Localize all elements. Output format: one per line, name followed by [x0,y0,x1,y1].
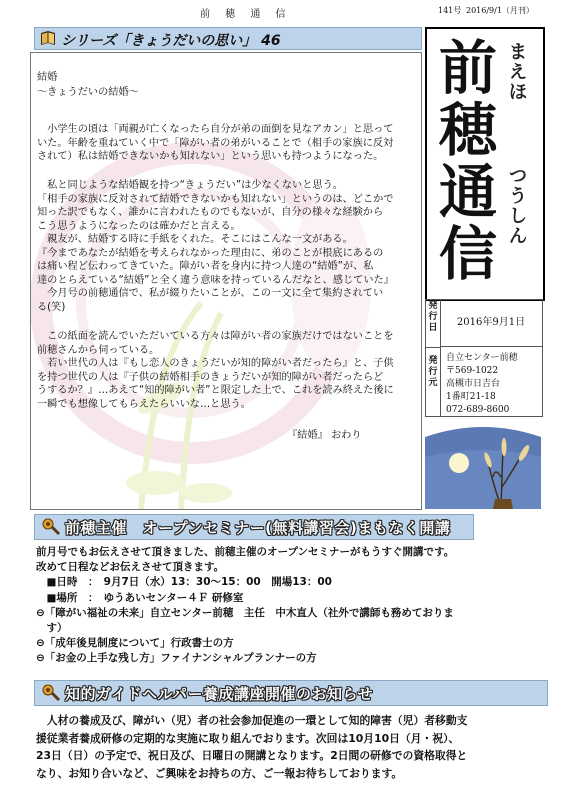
reading-char: ほ [509,82,527,103]
masthead-reading [509,43,535,247]
guide-line: なり、お知り合いなど、ご興味をお持ちの方、ご一報お待ちしております。 [36,766,403,780]
date-label: 発行日 [426,300,441,348]
article-box [30,52,422,510]
paragraph-line: 私と同じような結婚観を持つ“きょうだい”は少なくないと思う。 [37,180,343,191]
paragraph-line: いた。年齢を重ねていく中で「障がい者の弟がいることで（相手の家族に反対 [37,137,394,149]
paragraph-line: 『今まであなたが結婚を考えられなかった理由に、弟のことが根底にあるの [37,247,384,259]
paragraph-line: 小学生の頃は「両親が亡くなったら自分が弟の面倒を見なアカン」と思って [37,124,394,135]
paragraph-line: を持つ世代の人は『子供の結婚相手のきょうだいが知的障がい者だったらど [37,371,384,383]
guide-line: 人材の養成及び、障がい（児）者の社会参加促進の一環として知的障害（児）者移動支 [36,714,468,727]
paragraph-line: 前穂さんから伺っている。 [37,344,160,356]
paragraph-line: こう思うようになったのは確かだと言える。 [37,220,241,232]
seminar-line: ⊖「障がい福祉の未来」自立センター前穂 主任 中木直人（社外で講師も務めておりま [36,606,454,619]
guide-title: 知的ガイドヘルパー養成講座開催のお知らせ [65,685,374,703]
reading-char: ま [509,42,527,63]
masthead-char: 穂 [439,96,498,164]
reading-char: ん [509,226,527,247]
issue-number: 141号 [438,6,462,15]
publication-info [425,299,543,417]
seminar-body [36,545,546,667]
address-line: 高槻市日吉台 [446,379,501,389]
series-title: シリーズ「きょうだいの思い」 46 [61,33,281,49]
reading-char: う [509,186,527,207]
paragraph-line: 「相手の家族に反対されて結婚できないかも知れない」というのは、どこかで [37,193,394,205]
publication-date: 2016年9月1日 [440,300,542,347]
series-banner [34,27,422,50]
header-title: 前 穂 通 信 [200,9,292,20]
moon-susuki-illustration [425,417,541,509]
reading-char: つ [509,166,527,187]
seminar-line: す） [36,622,68,635]
paragraph-line: 知った訳でもなく、誰かに言われたものでもないが、自分の様々な経験から [37,207,384,218]
reading-char: し [509,206,527,227]
seminar-line: ⊖「お金の上手な残し方」ファイナンシャルプランナーの方 [36,652,317,665]
address-line: 〒569-1022 [446,366,499,376]
guide-helper-banner [34,680,548,706]
article-subheading: ～きょうだいの結婚～ [37,87,139,98]
seminar-line: ■日時 ： 9月7日（水）13：30～15：00 開場13：00 [36,576,332,589]
masthead-char: 通 [439,158,498,226]
seminar-line: 前月号でもお伝えさせて頂きました、前穂主催のオープンセミナーがもうすぐ開講です。 [36,546,455,558]
guide-line: 援従業者養成研修の定期的な実施に取り組んでおります。次回は10月10日（月・祝）、 [36,731,460,745]
seminar-line: 改めて日程などお伝えさせて頂きます。 [36,561,225,574]
address-line: 1番町21-18 [446,392,496,402]
seminar-title: 前穂主催 オープンセミナー(無料講習会)まもなく開講 [65,519,451,537]
issue-date: 2016/9/1（月刊） [466,6,534,15]
masthead-title [439,34,507,288]
paragraph-line: この紙面を読んでいただいている方々は障がい者の家族だけではないことを [37,331,394,342]
address-line: 自立センター前穂 [446,353,518,363]
paragraph-line: 若い世代の人は『もし恋人のきょうだいが知的障がい者だったら』と、子供 [37,358,394,369]
seminar-banner [34,514,474,540]
paragraph-line: うするか？』…あえて“知的障がい者”と限定した上で、これを読み終えた後に [37,385,394,396]
publisher-address [446,352,542,417]
paragraph-line: 親友が、結婚する時に手紙をくれた。そこにはこんな一文がある。 [37,234,353,245]
paragraph-line: されて）私は結婚できないかも知れない」という思いも持つようになった。 [37,151,384,162]
paragraph-line: 達のとらえている“結婚”と全く違う意味を持っているんだなと、感じていた』 [37,274,394,286]
microphone-icon [40,517,62,541]
article-heading: 結婚 [37,72,58,83]
reading-char: え [509,62,527,83]
paragraph-line: 一瞬でも想像してもらえたらいいな…と思う。 [37,398,251,410]
seminar-line: ⊖「成年後見制度について」行政書士の方 [36,637,234,650]
masthead-char: 信 [439,220,498,288]
article-ending: 『結婚』 おわり [287,430,362,441]
paragraph-line: は痛い程ど伝わってきていた。障がい者を身内に持つ人達の“結婚”が、私 [37,261,374,272]
address-line: 072-689-8600 [446,405,510,415]
book-icon [39,30,57,51]
masthead-char: 前 [439,34,498,102]
guide-body [36,712,536,782]
guide-line: 23日（日）の予定で、祝日及び、日曜日の開講となります。2日間の研修での資格取得と [36,749,468,762]
paragraph-line: 今月号の前穂通信で、私が綴りたいことが、この一文に全て集約されてい [37,288,384,299]
paragraph-line: る(笑) [37,301,66,313]
seminar-line: ■場所 ： ゆうあいセンター４Ｆ 研修室 [36,591,244,604]
publisher-label: 発行元 [426,348,441,424]
microphone-icon [40,683,62,707]
masthead [425,27,545,301]
page-header [0,0,572,20]
